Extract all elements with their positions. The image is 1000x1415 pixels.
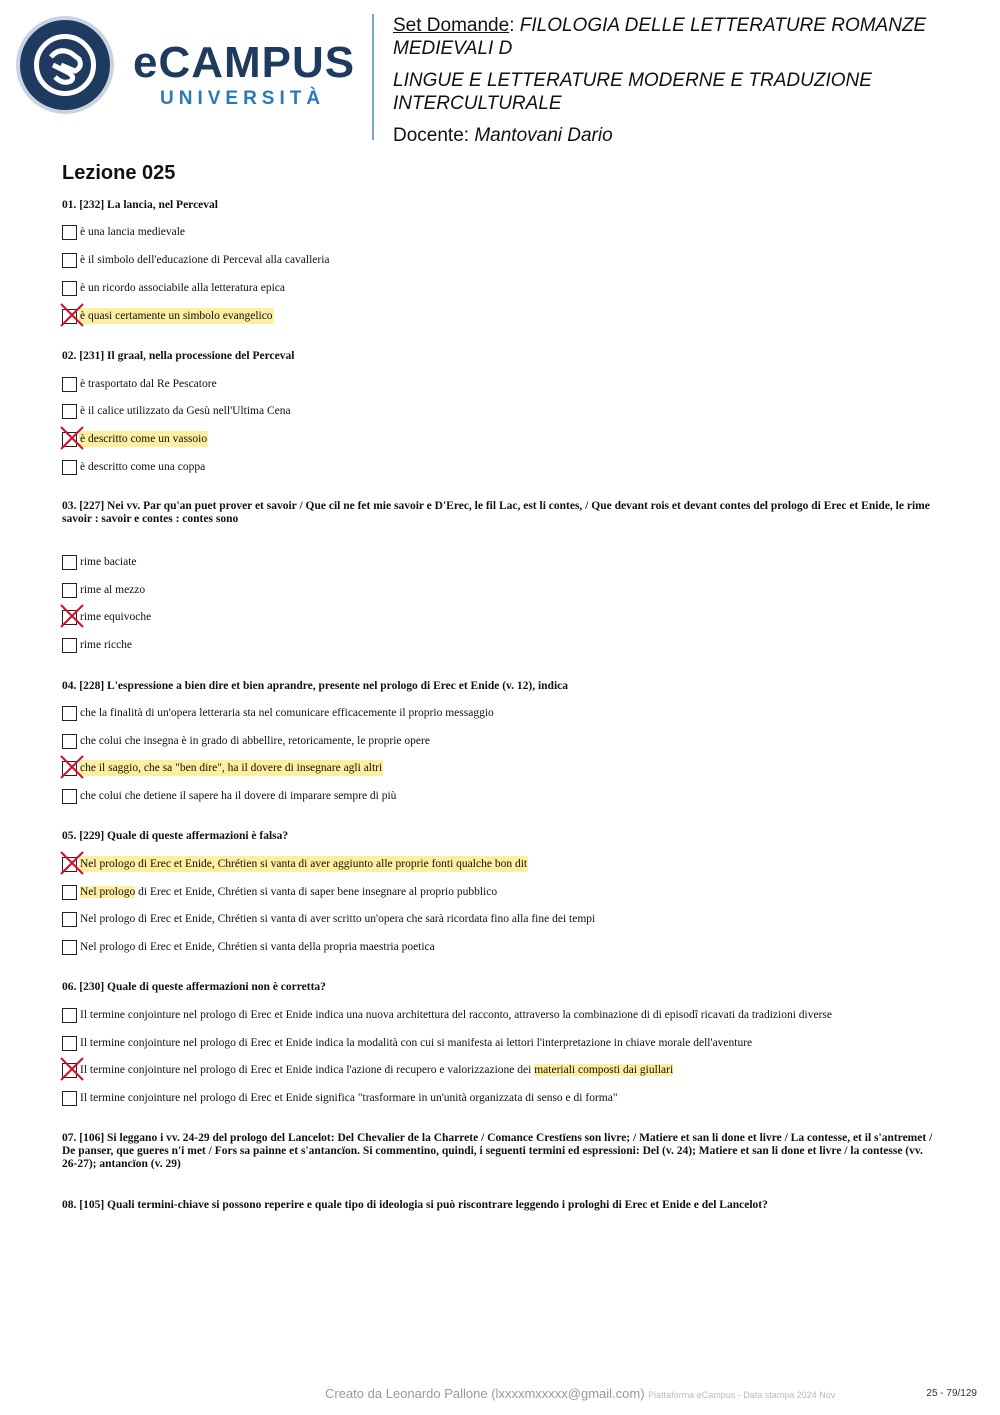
answer-checkbox[interactable]: [62, 460, 77, 475]
footer-print-info: Piattaforma eCampus - Data stampa 2024 Nov: [648, 1390, 836, 1400]
red-cross-mark-icon: [59, 850, 85, 876]
question-text: 05. [229] Quale di queste affermazioni è falsa?: [62, 830, 289, 842]
question-text: 07. [106] Si leggano i vv. 24-29 del prologo del Lancelot: Del Chevalier de la Charrete / Comance Crestïens son livre; / Matiere et san li done et livre / La contesse, et il s'antremet / De panser, que gueres n'i met / Fors sa painne et s'antancïon. Si commentino, quindi, i seguenti termini ed espressioni: Del (v. 24); Matiere et san li done et livre / la contesse (vv. 26-27); antancïon (v. 29): [62, 1132, 933, 1170]
page-header: [0, 0, 1000, 150]
answer-checkbox[interactable]: [62, 1008, 77, 1023]
red-cross-mark-icon: [59, 425, 85, 451]
answer-highlight: Nel prologo: [80, 886, 136, 898]
answer-text: è il simbolo dell'educazione di Perceval alla cavalleria: [80, 254, 330, 266]
answer-checkbox[interactable]: [62, 638, 77, 653]
answer-checkbox[interactable]: [62, 583, 77, 598]
answer-text: Nel prologo di Erec et Enide, Chrétien si vanta di aver aggiunto alle proprie fonti qualche bon dit: [80, 858, 528, 870]
set-label: Set Domande: [393, 15, 510, 36]
answer-text: è una lancia medievale: [80, 226, 186, 238]
answer-text: che la finalità di un'opera letteraria sta nel comunicare efficacemente il proprio messaggio: [80, 707, 494, 719]
course-title: FILOLOGIA DELLE LETTERATURE ROMANZE MEDIEVALI D: [393, 15, 927, 59]
lesson-title: Lezione 025: [62, 162, 176, 184]
answer-text: Il termine conjointure nel prologo di Erec et Enide significa "trasformare in un'unità organizzata di senso e di forma": [80, 1092, 618, 1104]
answer-text: è descritto come una coppa: [80, 461, 206, 473]
logo-wordmark: eCAMPUS: [133, 38, 356, 87]
answer-checkbox[interactable]: [62, 912, 77, 927]
red-cross-mark-icon: [59, 1056, 85, 1082]
answer-text: che il saggio, che sa "ben dire", ha il dovere di insegnare agli altri: [80, 762, 383, 774]
answer-checkbox[interactable]: [62, 225, 77, 240]
answer-text: Il termine conjointure nel prologo di Erec et Enide indica la modalità con cui si manifesta ai lettori l'interpretazione in chiave morale dell'aventure: [80, 1037, 753, 1049]
answer-checkbox[interactable]: [62, 555, 77, 570]
set-colon: :: [509, 15, 515, 36]
question-text: 02. [231] Il graal, nella processione del Perceval: [62, 350, 295, 362]
question-text: 04. [228] L'espressione a bien dire et bien aprandre, presente nel prologo di Erec et Enide (v. 12), indica: [62, 680, 569, 692]
ecampus-logo-icon: [16, 16, 114, 114]
answer-text: è un ricordo associabile alla letteratura epica: [80, 282, 285, 294]
answer-text: rime ricche: [80, 639, 133, 651]
answer-text: [79, 1062, 674, 1078]
answer-text-start: Il termine conjointure nel prologo di Erec et Enide indica l'azione di recupero e valorizzazione dei: [80, 1064, 535, 1076]
answer-highlight: materiali composti dai giullari: [534, 1064, 674, 1076]
answer-text: rime equivoche: [80, 611, 152, 623]
answer-text: rime baciate: [80, 556, 137, 568]
answer-checkbox[interactable]: [62, 253, 77, 268]
answer-checkbox[interactable]: [62, 789, 77, 804]
footer-created-by: Creato da Leonardo Pallone (lxxxxmxxxxx@gmail.com): [325, 1386, 645, 1401]
logo-subtitle: UNIVERSITÀ: [160, 88, 326, 109]
docente-label: Docente:: [393, 125, 470, 146]
red-cross-mark-icon: [59, 754, 85, 780]
red-cross-mark-icon: [59, 302, 85, 328]
answer-text: che colui che detiene il sapere ha il dovere di imparare sempre di più: [80, 790, 397, 802]
header-divider: [372, 14, 374, 140]
page-footer: [325, 1386, 985, 1401]
answer-text-rest: di Erec et Enide, Chrétien si vanta di saper bene insegnare al proprio pubblico: [135, 886, 498, 898]
answer-text: [79, 884, 498, 900]
question-text: 06. [230] Quale di queste affermazioni non è corretta?: [62, 981, 326, 993]
answer-text: è descritto come un vassoio: [80, 433, 208, 445]
red-cross-mark-icon: [59, 603, 85, 629]
page-number: 25 - 79/129: [926, 1388, 977, 1399]
answer-checkbox[interactable]: [62, 281, 77, 296]
answer-text: è il calice utilizzato da Gesù nell'Ultima Cena: [80, 405, 291, 417]
question-text: 01. [232] La lancia, nel Perceval: [62, 199, 218, 211]
answer-checkbox[interactable]: [62, 1036, 77, 1051]
answer-checkbox[interactable]: [62, 1091, 77, 1106]
course-info: [393, 14, 983, 147]
answer-checkbox[interactable]: [62, 377, 77, 392]
answer-checkbox[interactable]: [62, 885, 77, 900]
answer-text: rime al mezzo: [80, 584, 146, 596]
answer-text: è trasportato dal Re Pescatore: [80, 378, 217, 390]
answer-checkbox[interactable]: [62, 706, 77, 721]
program-name: LINGUE E LETTERATURE MODERNE E TRADUZIONE INTERCULTURALE: [393, 70, 872, 114]
question-text: 03. [227] Nei vv. Par qu'an puet prover et savoir / Que cil ne fet mie savoir e D'Erec, le fil Lac, est li contes, / Que devant rois et devant contes del prologo di Erec et Enide, le rime savoir : savoir e contes : contes sono: [62, 500, 930, 525]
answer-checkbox[interactable]: [62, 404, 77, 419]
answer-text: Nel prologo di Erec et Enide, Chrétien si vanta di aver scritto un'opera che sarà ricordata fino alla fine dei tempi: [80, 913, 596, 925]
answer-text: che colui che insegna è in grado di abbellire, retoricamente, le proprie opere: [80, 735, 430, 747]
answer-text: è quasi certamente un simbolo evangelico: [80, 310, 273, 322]
answer-text: Nel prologo di Erec et Enide, Chrétien si vanta della propria maestria poetica: [80, 941, 435, 953]
answer-text: Il termine conjointure nel prologo di Erec et Enide indica una nuova architettura del racconto, attraverso la combinazione di di episodî ricavati da tradizioni diverse: [80, 1009, 833, 1021]
docente-name: Mantovani Dario: [474, 125, 613, 146]
answer-checkbox[interactable]: [62, 734, 77, 749]
question-text: 08. [105] Quali termini-chiave si possono reperire e quale tipo di ideologia si può riscontrare leggendo i prologhi di Erec et Enide e del Lancelot?: [62, 1199, 768, 1211]
answer-checkbox[interactable]: [62, 940, 77, 955]
